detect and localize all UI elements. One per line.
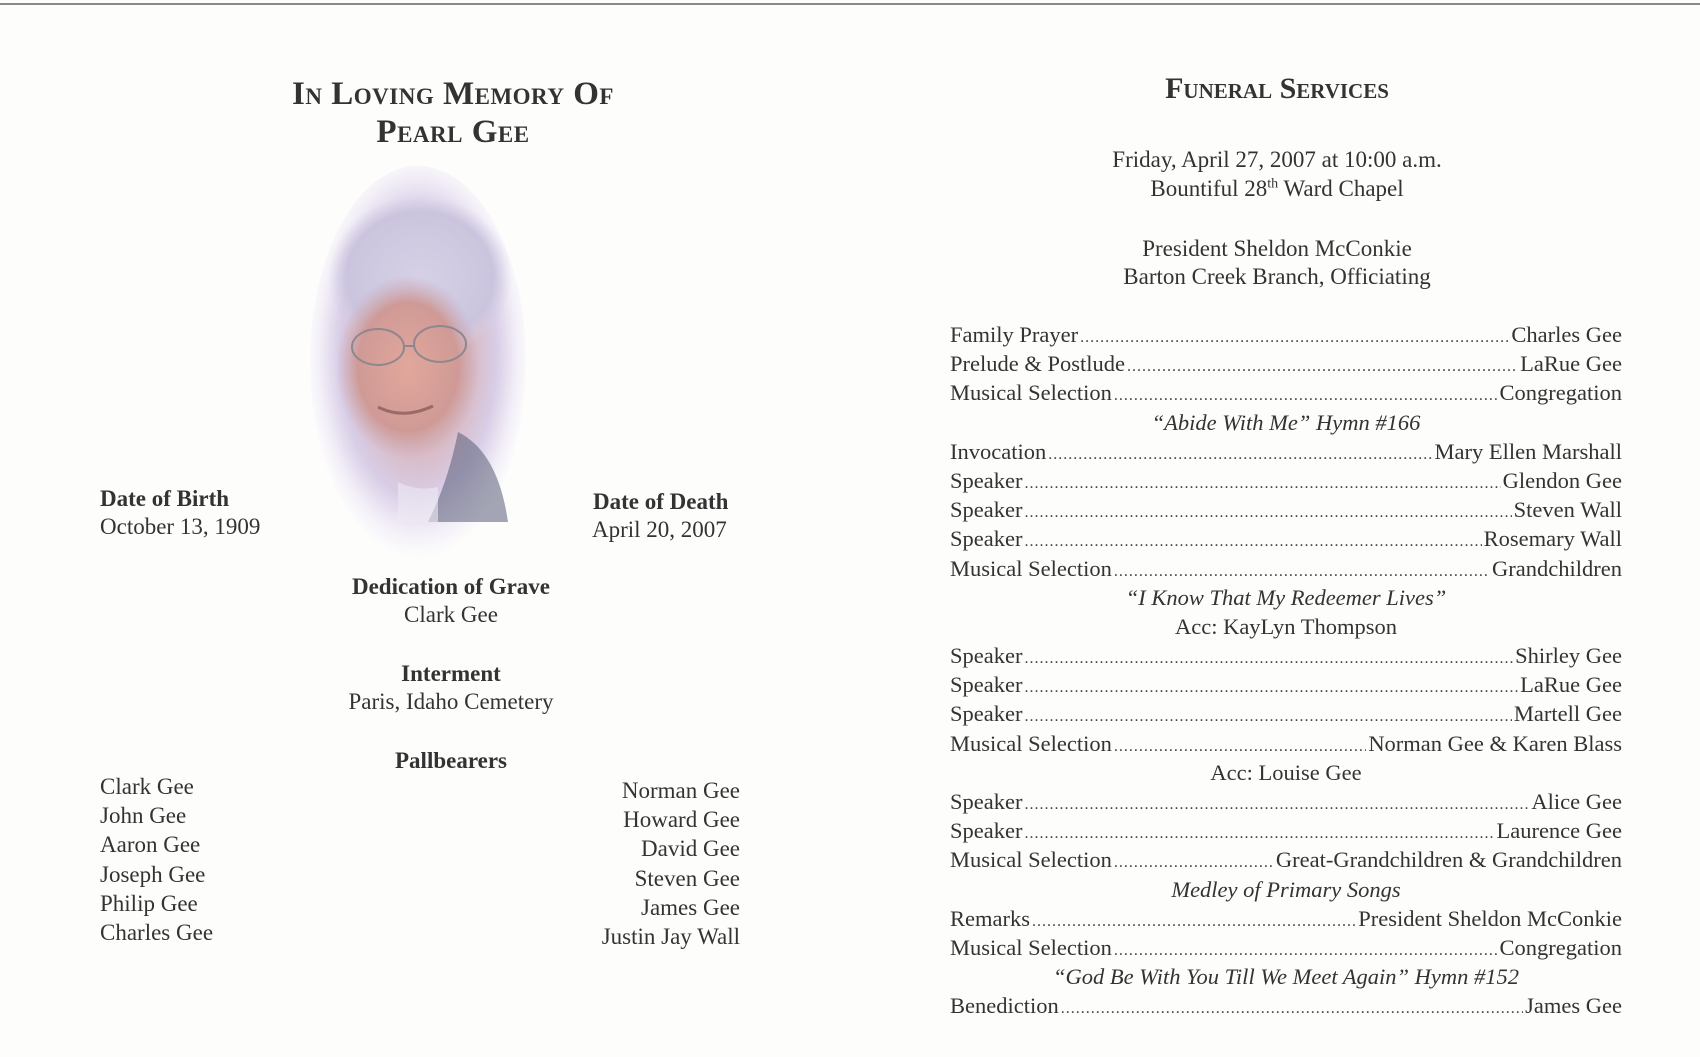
pallbearer-name: Joseph Gee <box>100 861 206 887</box>
program-participant: Shirley Gee <box>1515 643 1622 669</box>
program-participant: Laurence Gee <box>1496 818 1622 844</box>
program-item <box>950 468 1622 497</box>
dot-leader <box>1024 679 1518 697</box>
program-role: Musical Selection <box>950 555 1112 581</box>
dot-leader <box>1024 533 1481 551</box>
program-note-text: Acc: Louise Gee <box>1210 759 1362 785</box>
program-item <box>950 526 1622 555</box>
dot-leader <box>1024 825 1494 843</box>
pallbearers-right-list <box>540 776 740 951</box>
program-participant: Glendon Gee <box>1502 467 1622 493</box>
venue-suffix: Ward Chapel <box>1278 176 1404 201</box>
program-item <box>950 993 1622 1022</box>
program-participant: Martell Gee <box>1513 701 1622 727</box>
death-label: Date of Death <box>593 489 729 514</box>
program-participant: Charles Gee <box>1511 322 1622 347</box>
portrait-photo <box>308 162 528 562</box>
dot-leader <box>1080 329 1509 347</box>
program-item <box>950 847 1622 876</box>
program-role: Speaker <box>950 643 1023 669</box>
program-role: Speaker <box>950 497 1023 523</box>
program-item <box>950 351 1622 380</box>
program-item <box>950 380 1622 409</box>
program-item <box>950 556 1622 585</box>
program-role: Speaker <box>950 467 1023 493</box>
services-title: Funeral Services <box>1165 72 1389 105</box>
dedication-value: Clark Gee <box>404 602 498 627</box>
program-role: Remarks <box>950 905 1030 931</box>
program-role: Speaker <box>950 789 1023 814</box>
dot-leader <box>1114 387 1498 405</box>
program-item <box>950 497 1622 526</box>
dot-leader <box>1032 913 1356 931</box>
dot-leader <box>1024 708 1511 726</box>
program-note-text: Medley of Primary Songs <box>1171 876 1401 902</box>
program-list <box>950 322 1622 1023</box>
officiant-name: President Sheldon McConkie <box>1142 236 1412 261</box>
dot-leader <box>1048 446 1432 464</box>
program-item <box>950 731 1622 760</box>
pallbearer-name: Norman Gee <box>621 778 740 803</box>
program-role: Speaker <box>950 701 1023 727</box>
pallbearer-name: John Gee <box>100 803 187 829</box>
program-item <box>950 701 1622 730</box>
program-note-text: “I Know That My Redeemer Lives” <box>1125 584 1447 610</box>
program-note <box>950 614 1622 643</box>
program-item <box>950 672 1622 701</box>
program-item <box>950 439 1622 468</box>
venue-ordinal: th <box>1267 176 1279 192</box>
dedication-label: Dedication of Grave <box>351 574 550 599</box>
program-participant: Mary Ellen Marshall <box>1434 438 1622 464</box>
program-participant: James Gee <box>1525 993 1622 1019</box>
dot-leader <box>1024 504 1511 522</box>
program-item <box>950 789 1622 818</box>
service-venue <box>1022 176 1532 202</box>
program-item <box>950 643 1622 672</box>
pallbearer-name: Aaron Gee <box>100 832 201 858</box>
program-role: Speaker <box>950 672 1023 698</box>
birth-label: Date of Birth <box>100 486 230 511</box>
program-participant: Norman Gee & Karen Blass <box>1368 730 1622 756</box>
pallbearer-name: Charles Gee <box>100 920 214 946</box>
venue-name: Bountiful 28 <box>1150 176 1268 201</box>
program-item <box>950 322 1622 351</box>
program-participant: Grandchildren <box>1492 555 1622 581</box>
pallbearer-name: Howard Gee <box>623 807 740 833</box>
pallbearer-name: Steven Gee <box>634 865 740 891</box>
program-note-text: “Abide With Me” Hymn #166 <box>1151 409 1421 435</box>
dot-leader <box>1114 942 1498 960</box>
program-participant: LaRue Gee <box>1520 672 1622 698</box>
dot-leader <box>1024 475 1500 493</box>
program-participant: Rosemary Wall <box>1483 526 1622 552</box>
pallbearer-name: James Gee <box>641 894 740 920</box>
officiant-branch: Barton Creek Branch, Officiating <box>1123 264 1431 289</box>
program-note-text: Acc: KayLyn Thompson <box>1174 613 1398 639</box>
death-date: April 20, 2007 <box>592 517 727 542</box>
birth-date: October 13, 1909 <box>100 514 261 539</box>
dot-leader <box>1024 796 1529 814</box>
pallbearer-name: Philip Gee <box>100 890 198 916</box>
program-participant: Steven Wall <box>1513 497 1622 523</box>
pallbearer-name: Justin Jay Wall <box>601 924 740 950</box>
program-item <box>950 935 1622 964</box>
interment-value: Paris, Idaho Cemetery <box>348 689 554 714</box>
dot-leader <box>1127 358 1518 376</box>
pallbearers-label: Pallbearers <box>395 748 507 773</box>
program-note <box>950 877 1622 906</box>
program-note <box>950 410 1622 439</box>
program-participant: Congregation <box>1499 380 1622 406</box>
program-role: Prelude & Postlude <box>950 351 1125 377</box>
pallbearer-name: David Gee <box>641 836 740 862</box>
program-participant: President Sheldon McConkie <box>1358 905 1622 931</box>
program-participant: Congregation <box>1499 934 1622 960</box>
program-role: Family Prayer <box>950 322 1079 347</box>
program-participant: Great-Grandchildren & Grandchildren <box>1275 847 1622 873</box>
program-role: Speaker <box>950 818 1023 844</box>
program-item <box>950 906 1622 935</box>
program-role: Musical Selection <box>950 934 1112 960</box>
dot-leader <box>1061 1000 1523 1018</box>
interment-label: Interment <box>401 661 501 686</box>
memorial-title-line1: In Loving Memory Of <box>292 76 614 112</box>
program-item <box>950 818 1622 847</box>
program-note <box>950 964 1622 993</box>
program-note <box>950 585 1622 614</box>
program-role: Musical Selection <box>950 847 1112 873</box>
dot-leader <box>1114 854 1274 872</box>
program-role: Invocation <box>950 438 1047 464</box>
dot-leader <box>1114 563 1490 581</box>
program-role: Speaker <box>950 526 1023 552</box>
pallbearer-name: Clark Gee <box>100 774 194 799</box>
dot-leader <box>1024 650 1513 668</box>
program-role: Musical Selection <box>950 380 1112 406</box>
pallbearers-left-list <box>100 772 213 947</box>
program-note-text: “God Be With You Till We Meet Again” Hymn #152 <box>1052 964 1520 990</box>
program-role: Musical Selection <box>950 730 1112 756</box>
dot-leader <box>1114 738 1366 756</box>
service-date: Friday, April 27, 2007 at 10:00 a.m. <box>1112 147 1442 172</box>
program-role: Benediction <box>950 993 1059 1019</box>
program-participant: Alice Gee <box>1531 789 1622 814</box>
program-participant: LaRue Gee <box>1520 351 1622 377</box>
memorial-title-name: Pearl Gee <box>376 114 530 150</box>
program-note <box>950 760 1622 789</box>
